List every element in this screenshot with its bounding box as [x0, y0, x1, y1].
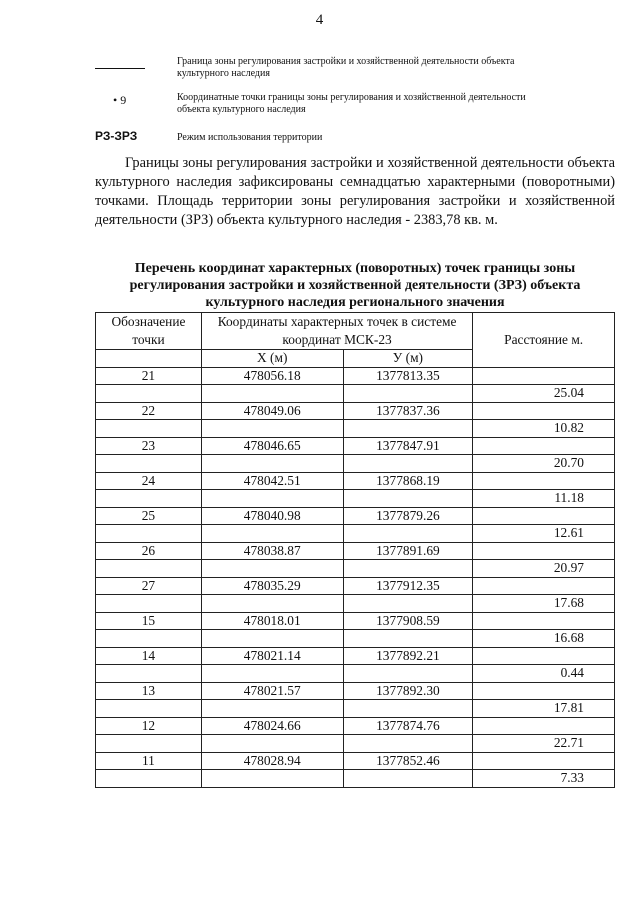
cell-y: 1377912.35	[343, 577, 473, 595]
distance-row	[96, 385, 615, 403]
legend-text: Режим использования территории	[177, 132, 323, 143]
cell-distance: 25.04	[473, 385, 615, 403]
cell-x: 478046.65	[201, 437, 343, 455]
distance-row	[96, 490, 615, 508]
cell-point: 26	[96, 542, 202, 560]
header-coords: Координаты характерных точек в системе координат МСК-23	[201, 313, 472, 350]
cell-point: 11	[96, 752, 202, 770]
cell-empty	[343, 665, 473, 683]
cell-point: 22	[96, 402, 202, 420]
table-row	[96, 682, 615, 700]
cell-distance: 12.61	[473, 525, 615, 543]
cell-y: 1377879.26	[343, 507, 473, 525]
boundary-line-symbol	[95, 68, 145, 69]
page-number: 4	[315, 12, 324, 28]
cell-empty	[473, 472, 615, 490]
cell-empty	[96, 455, 202, 473]
cell-y: 1377891.69	[343, 542, 473, 560]
cell-empty	[201, 770, 343, 788]
distance-row	[96, 665, 615, 683]
legend-point-symbol: • 9	[113, 93, 127, 107]
cell-empty	[201, 630, 343, 648]
cell-distance: 10.82	[473, 420, 615, 438]
cell-point: 13	[96, 682, 202, 700]
cell-empty	[96, 735, 202, 753]
distance-row	[96, 735, 615, 753]
cell-y: 1377908.59	[343, 612, 473, 630]
cell-point: 25	[96, 507, 202, 525]
cell-y: 1377852.46	[343, 752, 473, 770]
cell-empty	[473, 717, 615, 735]
cell-empty	[201, 595, 343, 613]
cell-empty	[201, 700, 343, 718]
distance-row	[96, 455, 615, 473]
cell-empty	[201, 735, 343, 753]
cell-empty	[343, 490, 473, 508]
cell-empty	[473, 577, 615, 595]
cell-empty	[96, 665, 202, 683]
cell-distance: 0.44	[473, 665, 615, 683]
table-row	[96, 437, 615, 455]
cell-empty	[96, 630, 202, 648]
cell-empty	[96, 385, 202, 403]
cell-point: 27	[96, 577, 202, 595]
cell-empty	[343, 525, 473, 543]
cell-empty	[343, 455, 473, 473]
cell-empty	[96, 490, 202, 508]
cell-empty	[343, 385, 473, 403]
cell-empty	[473, 367, 615, 385]
header-point: Обозначение точки	[96, 313, 202, 350]
distance-row	[96, 700, 615, 718]
cell-empty	[96, 700, 202, 718]
cell-empty	[201, 490, 343, 508]
cell-y: 1377837.36	[343, 402, 473, 420]
table-row	[96, 367, 615, 385]
cell-empty	[473, 542, 615, 560]
table-row	[96, 577, 615, 595]
cell-point: 14	[96, 647, 202, 665]
cell-distance: 22.71	[473, 735, 615, 753]
coordinates-table	[95, 312, 615, 788]
cell-empty	[201, 420, 343, 438]
cell-y: 1377868.19	[343, 472, 473, 490]
cell-empty	[96, 525, 202, 543]
cell-empty	[96, 770, 202, 788]
table-title: Перечень координат характерных (поворотных) точек границы зоны регулирования застройки и хозяйственной деятельности (ЗРЗ) объекта культурного наследия регионального значения	[129, 261, 581, 310]
cell-empty	[343, 630, 473, 648]
header-y: У (м)	[343, 350, 473, 368]
cell-empty	[343, 560, 473, 578]
cell-empty	[343, 420, 473, 438]
cell-empty	[96, 560, 202, 578]
cell-empty	[473, 752, 615, 770]
cell-empty	[96, 595, 202, 613]
cell-x: 478056.18	[201, 367, 343, 385]
cell-point: 21	[96, 367, 202, 385]
cell-empty	[343, 735, 473, 753]
header-blank	[96, 350, 202, 368]
cell-empty	[473, 612, 615, 630]
legend-text: Граница зоны регулирования застройки и хозяйственной деятельности объекта культурного наследия	[177, 56, 515, 79]
cell-distance: 11.18	[473, 490, 615, 508]
cell-empty	[343, 700, 473, 718]
cell-point: 12	[96, 717, 202, 735]
cell-point: 23	[96, 437, 202, 455]
cell-empty	[473, 682, 615, 700]
cell-empty	[473, 402, 615, 420]
cell-distance: 17.68	[473, 595, 615, 613]
distance-row	[96, 525, 615, 543]
cell-empty	[343, 770, 473, 788]
cell-y: 1377874.76	[343, 717, 473, 735]
header-distance: Расстояние м.	[473, 313, 615, 368]
distance-row	[96, 630, 615, 648]
cell-x: 478040.98	[201, 507, 343, 525]
distance-row	[96, 420, 615, 438]
distance-row	[96, 770, 615, 788]
cell-empty	[96, 420, 202, 438]
cell-distance: 7.33	[473, 770, 615, 788]
cell-y: 1377813.35	[343, 367, 473, 385]
cell-distance: 20.97	[473, 560, 615, 578]
cell-distance: 17.81	[473, 700, 615, 718]
body-paragraph: Границы зоны регулирования застройки и хозяйственной деятельности объекта культурного наследия зафиксированы семнадцатью характерными (поворотными) точками. Площадь территории зоны регулирования застройки и хозяйственной деятельности (ЗРЗ) объекта культурного наследия - 2383,78 кв. м.	[95, 155, 615, 228]
cell-y: 1377892.21	[343, 647, 473, 665]
cell-x: 478018.01	[201, 612, 343, 630]
cell-point: 24	[96, 472, 202, 490]
legend-text: Координатные точки границы зоны регулирования и хозяйственной деятельности объекта культурного наследия	[177, 92, 526, 115]
cell-x: 478042.51	[201, 472, 343, 490]
table-row	[96, 507, 615, 525]
cell-empty	[343, 595, 473, 613]
distance-row	[96, 595, 615, 613]
cell-point: 15	[96, 612, 202, 630]
table-row	[96, 402, 615, 420]
cell-x: 478021.14	[201, 647, 343, 665]
cell-distance: 20.70	[473, 455, 615, 473]
cell-x: 478028.94	[201, 752, 343, 770]
cell-x: 478024.66	[201, 717, 343, 735]
cell-empty	[473, 507, 615, 525]
table-row	[96, 472, 615, 490]
cell-x: 478038.87	[201, 542, 343, 560]
cell-empty	[473, 437, 615, 455]
cell-empty	[201, 455, 343, 473]
cell-y: 1377892.30	[343, 682, 473, 700]
table-row	[96, 542, 615, 560]
table-row	[96, 647, 615, 665]
distance-row	[96, 560, 615, 578]
table-row	[96, 752, 615, 770]
cell-empty	[201, 560, 343, 578]
table-row	[96, 717, 615, 735]
cell-empty	[201, 385, 343, 403]
cell-y: 1377847.91	[343, 437, 473, 455]
cell-x: 478021.57	[201, 682, 343, 700]
cell-empty	[201, 665, 343, 683]
cell-x: 478035.29	[201, 577, 343, 595]
table-row	[96, 612, 615, 630]
cell-x: 478049.06	[201, 402, 343, 420]
legend-regime-label: РЗ-ЗРЗ	[95, 129, 138, 143]
cell-empty	[201, 525, 343, 543]
cell-distance: 16.68	[473, 630, 615, 648]
header-x: X (м)	[201, 350, 343, 368]
cell-empty	[473, 647, 615, 665]
